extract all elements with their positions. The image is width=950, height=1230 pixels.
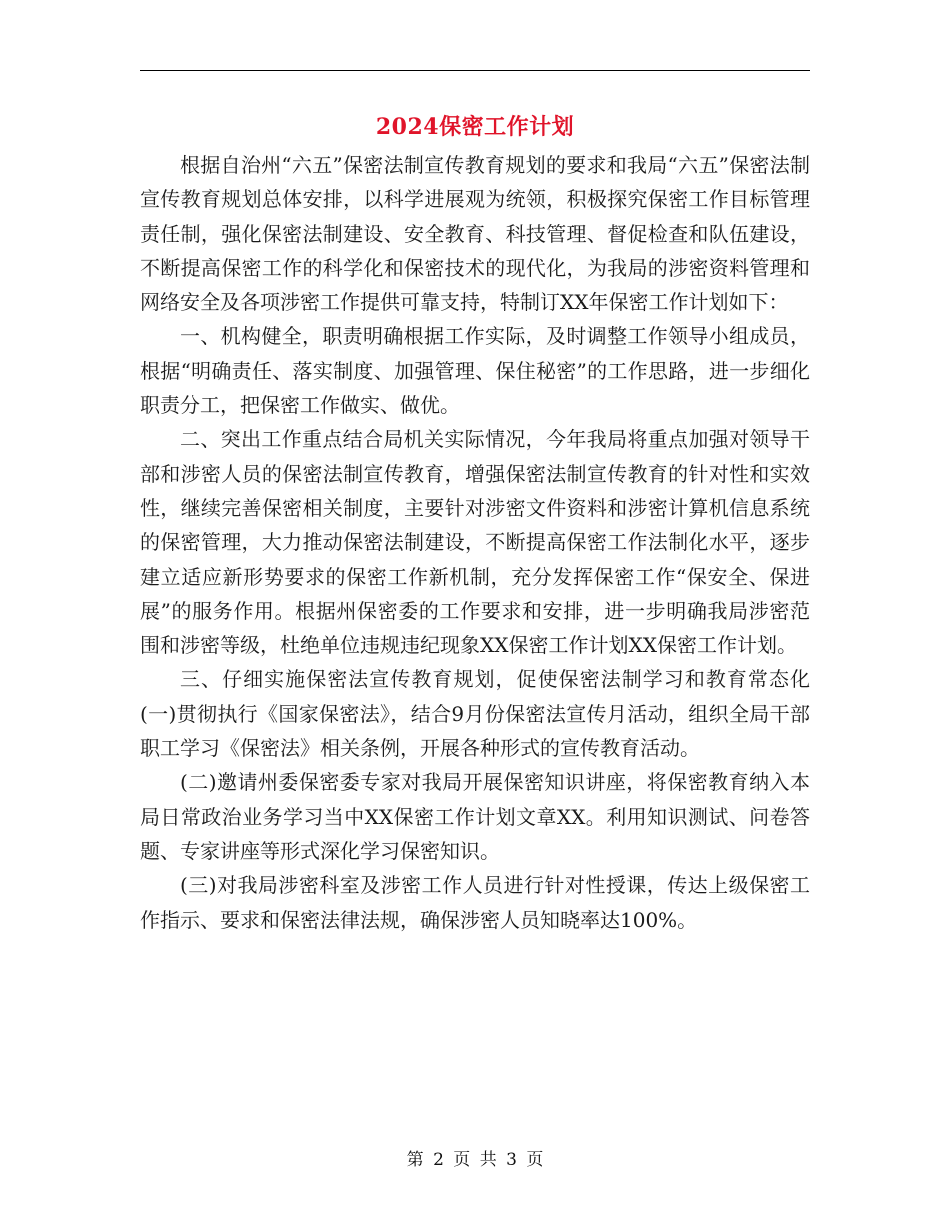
paragraph-section-1: 一、机构健全，职责明确根据工作实际，及时调整工作领导小组成员，根据“明确责任、落实制度、加强管理、保住秘密”的工作思路，进一步细化职责分工，把保密工作做实、做优。 bbox=[140, 324, 810, 418]
paragraph-section-2: 二、突出工作重点结合局机关实际情况，今年我局将重点加强对领导干部和涉密人员的保密法制宣传教育，增强保密法制宣传教育的针对性和实效性，继续完善保密相关制度，主要针对涉密文件资料和涉密计算机信息系统的保密管理，大力推动保密法制建设，不断提高保密工作法制化水平，逐步建立适应新形势要求的保密工作新机制，充分发挥保密工作“保安全、保进展”的服务作用。根据州保密委的工作要求和安排，进一步明确我局涉密范围和涉密等级，杜绝单位违规违纪现象XX保密工作计划XX保密工作计划。 bbox=[140, 427, 810, 658]
page-number: 第 2 页 共 3 页 bbox=[406, 1150, 544, 1170]
paragraph-section-3-item-3: (三)对我局涉密科室及涉密工作人员进行针对性授课，传达上级保密工作指示、要求和保密法律法规，确保涉密人员知晓率达100%。 bbox=[140, 873, 810, 932]
paragraph-section-3-item-2: (二)邀请州委保密委专家对我局开展保密知识讲座，将保密教育纳入本局日常政治业务学习当中XX保密工作计划文章XX。利用知识测试、问卷答题、专家讲座等形式深化学习保密知识。 bbox=[140, 770, 810, 863]
header-rule bbox=[140, 70, 810, 71]
document-title: 2024保密工作计划 bbox=[375, 114, 575, 140]
paragraph-intro: 根据自治州“六五”保密法制宣传教育规划的要求和我局“六五”保密法制宣传教育规划总体安排，以科学进展观为统领，积极探究保密工作目标管理责任制，强化保密法制建设、安全教育、科技管理、督促检查和队伍建设，不断提高保密工作的科学化和保密技术的现代化，为我局的涉密资料管理和网络安全及各项涉密工作提供可靠支持，特制订XX年保密工作计划如下： bbox=[140, 153, 810, 315]
paragraph-section-3: 三、仔细实施保密法宣传教育规划，促使保密法制学习和教育常态化(一)贯彻执行《国家保密法》，结合9月份保密法宣传月活动，组织全局干部职工学习《保密法》相关条例，开展各种形式的宣传教育活动。 bbox=[140, 667, 810, 761]
document-body bbox=[140, 148, 810, 937]
